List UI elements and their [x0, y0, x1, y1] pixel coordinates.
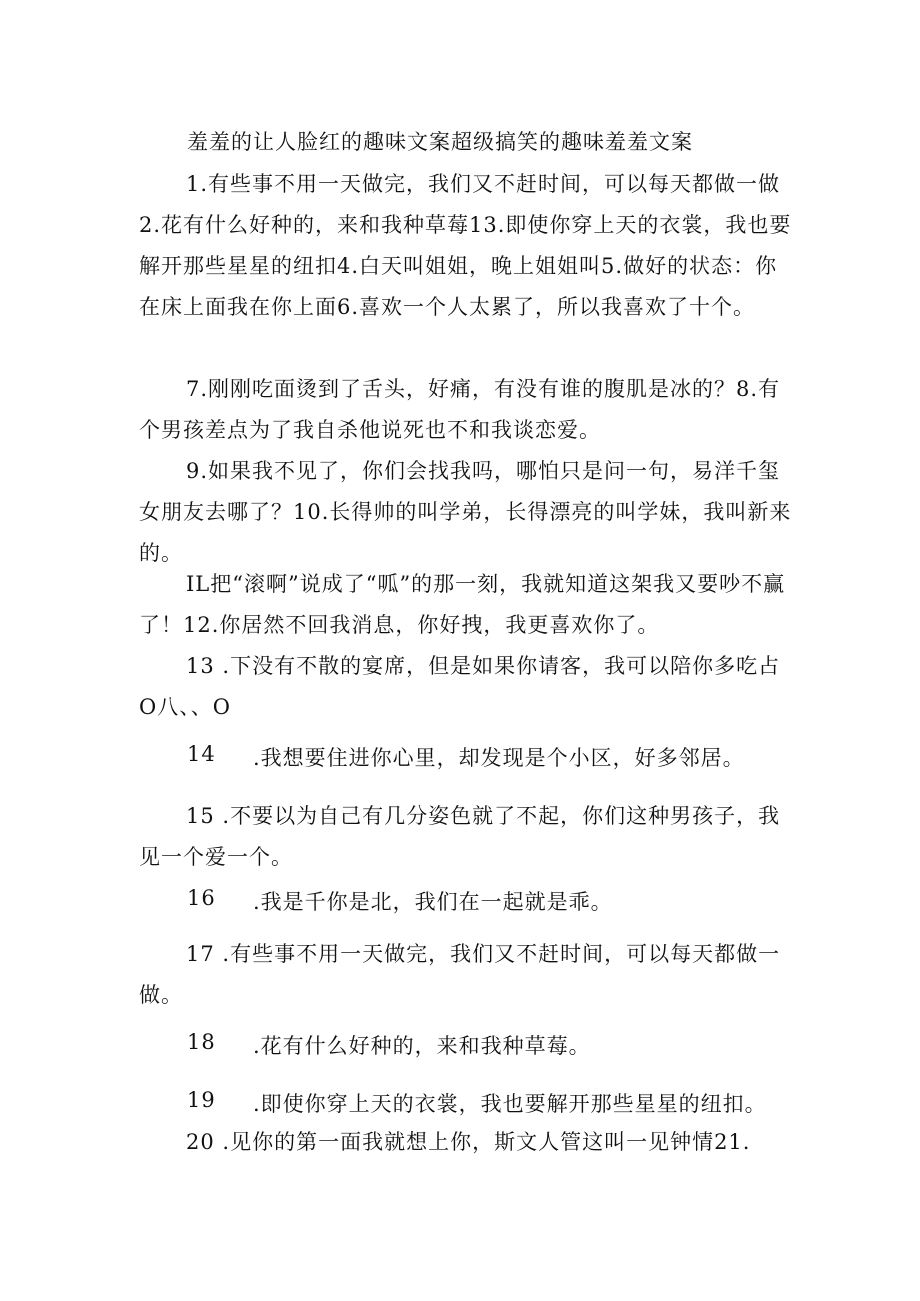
item-number-19: 19	[187, 1088, 216, 1112]
paragraph-5: 13 .下没有不散的宴席，但是如果你请客，我可以陪你多吃占O八、、O	[139, 654, 781, 719]
item-number-16: 16	[187, 886, 216, 910]
item-number-18: 18	[187, 1030, 216, 1054]
item-text-19: .即使你穿上天的衣裳，我也要解开那些星星的纽扣。	[253, 1092, 767, 1116]
item-text-14: .我想要住进你心里，却发现是个小区，好多邻居。	[253, 746, 745, 770]
paragraph-17: 17 .有些事不用一天做完，我们又不赶时间，可以每天都做一做。	[139, 942, 781, 1007]
paragraph-3: 9.如果我不见了，你们会找我吗，哪怕只是问一句，易洋千玺女朋友去哪了？10.长得帅的叫学弟，长得漂亮的叫学妹，我叫新来的。	[139, 459, 792, 565]
item-text-18: .花有什么好种的，来和我种草莓。	[253, 1034, 591, 1058]
paragraph-2: 7.刚刚吃面烫到了舌头，好痛，有没有谁的腹肌是冰的？8.有个男孩差点为了我自杀他说死也不和我谈恋爱。	[139, 377, 781, 442]
paragraph-1: 1.有些事不用一天做完，我们又不赶时间，可以每天都做一做2.花有什么好种的，来和我种草莓13.即使你穿上天的衣裳，我也要解开那些星星的纽扣4.白天叫姐姐，晚上姐姐叫5.做好的状态：你在床上面我在你上面6.喜欢一个人太累了，所以我喜欢了十个。	[139, 172, 792, 319]
item-number-14: 14	[187, 742, 216, 766]
item-text-16: .我是千你是北，我们在一起就是乖。	[253, 890, 613, 914]
paragraph-4: IL把“滚啊”说成了“呱”的那一刻，我就知道这架我又要吵不赢了！12.你居然不回我消息，你好拽，我更喜欢你了。	[139, 572, 786, 637]
paragraph-15: 15 .不要以为自己有几分姿色就了不起，你们这种男孩子，我见一个爱一个。	[139, 804, 781, 869]
paragraph-20: 20 .见你的第一面我就想上你，斯文人管这叫一见钟情21.	[186, 1130, 751, 1154]
document-title: 羞羞的让人脸红的趣味文案超级搞笑的趣味羞羞文案	[187, 130, 693, 154]
